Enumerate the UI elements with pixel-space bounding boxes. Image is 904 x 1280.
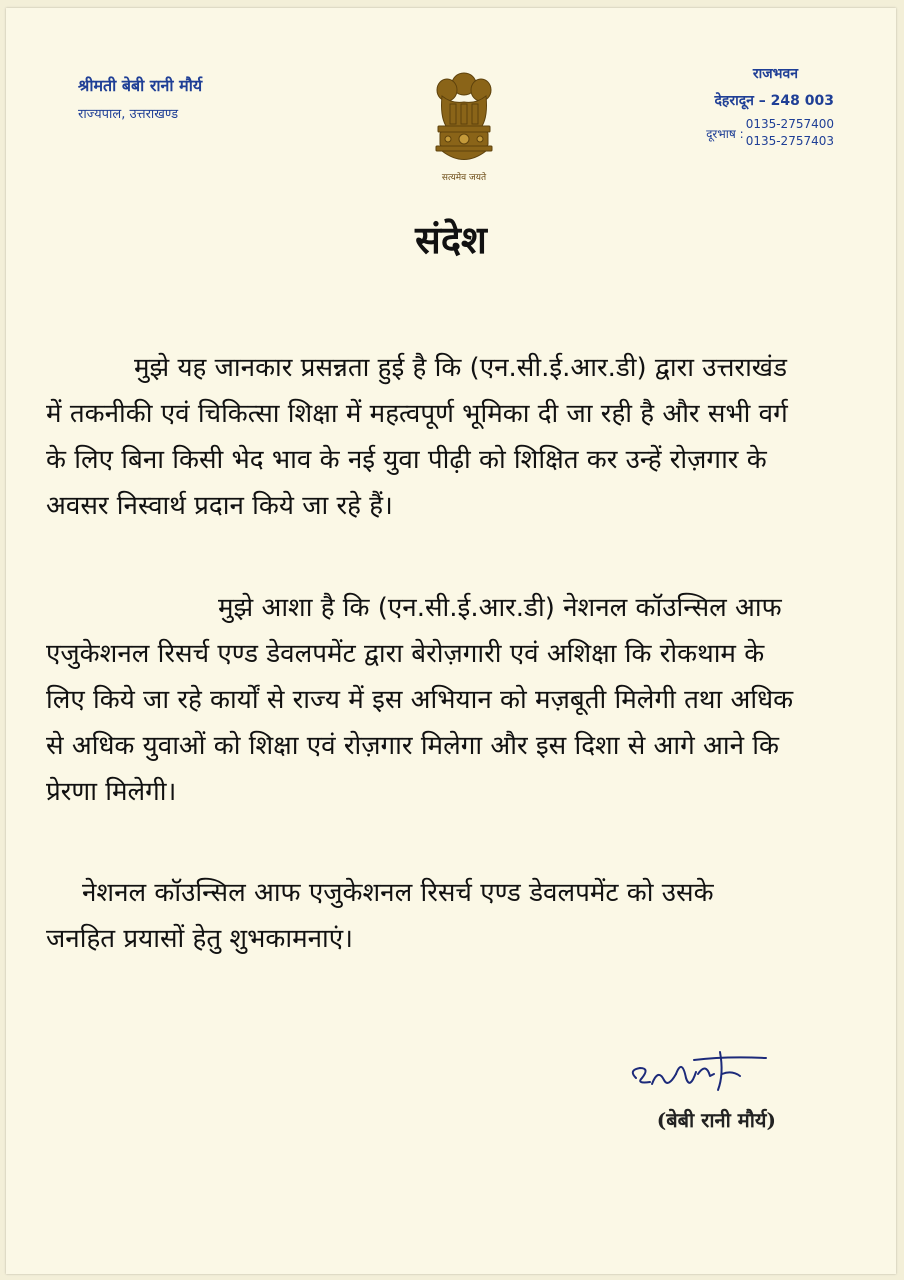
signatory-name: (बेबी रानी मौर्य)	[656, 1108, 776, 1132]
handwritten-signature-icon	[606, 1044, 776, 1106]
paragraph-2	[46, 585, 876, 815]
phone-label: दूरभाष :	[706, 126, 744, 141]
letter-title: संदेश	[415, 217, 487, 262]
phone-block	[706, 116, 834, 150]
paragraph-3	[46, 870, 876, 962]
letterhead-left	[78, 74, 202, 122]
paragraph-2-line: प्रेरणा मिलेगी।	[46, 777, 177, 807]
sender-designation: राज्यपाल, उत्तराखण्ड	[78, 107, 179, 122]
paragraph-1-line: मुझे यह जानकार प्रसन्नता हुई है कि (एन.सी.ई.आर.डी) द्वारा उत्तराखंड	[134, 353, 787, 383]
state-emblem	[424, 68, 504, 183]
emblem-motto: सत्यमेव जयते	[441, 173, 487, 183]
office-name: राजभवन	[752, 66, 798, 82]
paragraph-2-line: मुझे आशा है कि (एन.सी.ई.आर.डी) नेशनल कॉउन्सिल आफ	[218, 593, 782, 623]
paragraph-1-line: में तकनीकी एवं चिकित्सा शिक्षा में महत्वपूर्ण भूमिका दी जा रही है और सभी वर्ग	[46, 399, 788, 429]
paragraph-1-line: अवसर निस्वार्थ प्रदान किये जा रहे हैं।	[46, 491, 393, 521]
paragraph-1	[46, 345, 876, 529]
paragraph-2-line: एजुकेशनल रिसर्च एण्ड डेवलपमेंट द्वारा बेरोज़गारी एवं अशिक्षा कि रोकथाम के	[46, 639, 765, 669]
paragraph-3-line: नेशनल कॉउन्सिल आफ एजुकेशनल रिसर्च एण्ड डेवलपमेंट को उसके	[82, 878, 714, 908]
paragraph-3-line: जनहित प्रयासों हेतु शुभकामनाएं।	[46, 924, 354, 954]
phone-number-1: 0135-2757400	[745, 117, 834, 131]
letterhead-right	[706, 64, 834, 150]
paragraph-1-line: के लिए बिना किसी भेद भाव के नई युवा पीढ़ी को शिक्षित कर उन्हें रोज़गार के	[46, 445, 767, 475]
paragraph-2-line: से अधिक युवाओं को शिक्षा एवं रोज़गार मिलेगा और इस दिशा से आगे आने कि	[46, 731, 779, 761]
letter-page	[6, 8, 896, 1274]
sender-name: श्रीमती बेबी रानी मौर्य	[78, 76, 203, 95]
signature-block	[546, 1044, 776, 1154]
paragraph-2-line: लिए किये जा रहे कार्यों से राज्य में इस अभियान को मज़बूती मिलेगी तथा अधिक	[46, 685, 794, 715]
phone-number-2: 0135-2757403	[745, 134, 834, 148]
office-address: देहरादून – 248 003	[714, 93, 834, 109]
lion-capital-icon	[428, 68, 500, 168]
